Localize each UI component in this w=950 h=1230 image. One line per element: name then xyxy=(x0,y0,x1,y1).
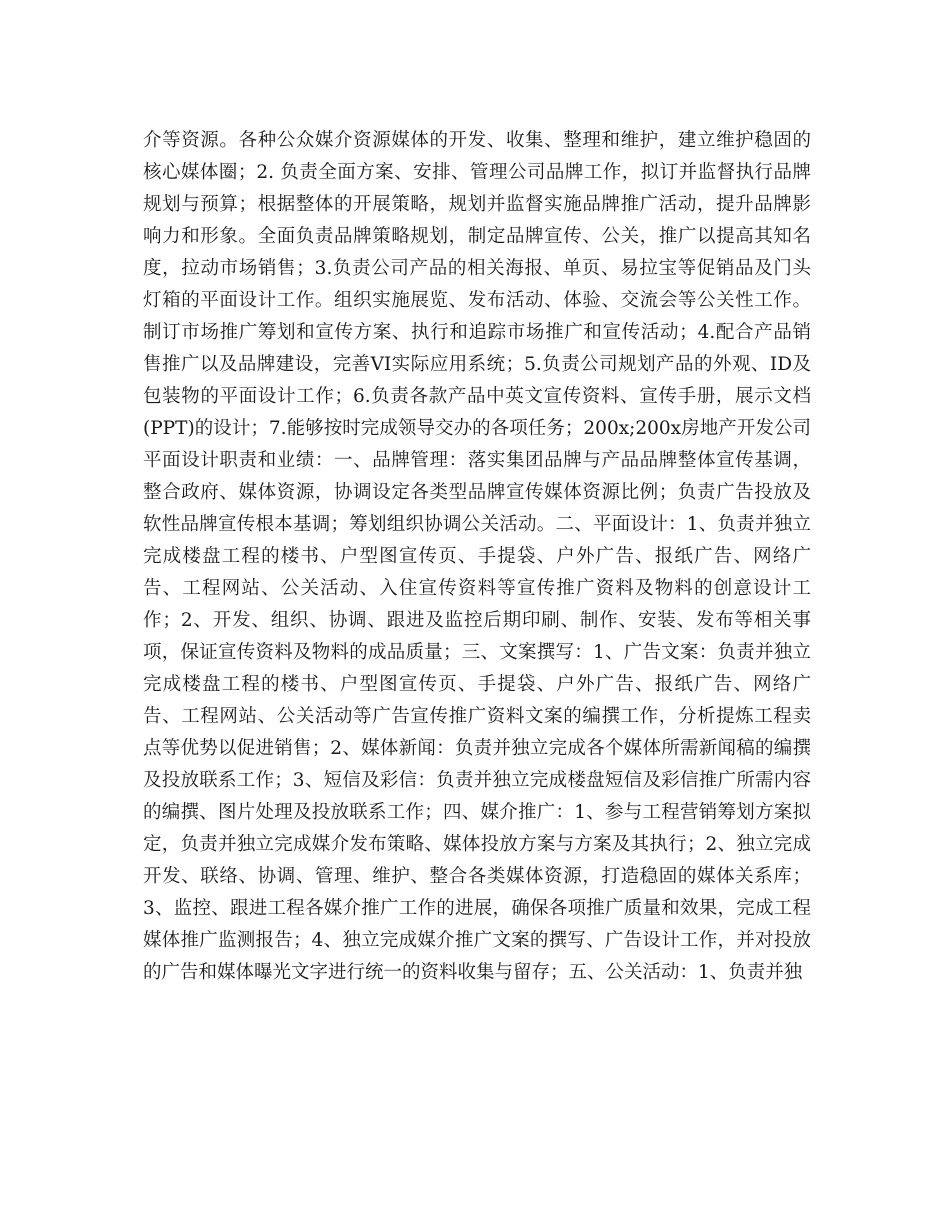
text-line: 核心媒体圈；2. 负责全面方案、安排、管理公司品牌工作，拟订并监督执行品牌 xyxy=(143,162,811,183)
text-line: (PPT)的设计；7.能够按时完成领导交办的各项任务；200x;200x房地产开发公司 xyxy=(143,418,811,439)
text-line: 规划与预算；根据整体的开展策略，规划并监督实施品牌推广活动，提升品牌影 xyxy=(143,194,811,215)
text-line: 告、工程网站、公关活动等广告宣传推广资料文案的编撰工作，分析提炼工程卖 xyxy=(143,706,811,727)
text-line: 3、监控、跟进工程各媒介推广工作的进展，确保各项推广质量和效果，完成工程 xyxy=(143,898,811,919)
text-line: 响力和形象。全面负责品牌策略规划，制定品牌宣传、公关，推广以提高其知名 xyxy=(143,226,811,247)
text-line: 定，负责并独立完成媒介发布策略、媒体投放方案与方案及其执行；2、独立完成 xyxy=(143,834,811,855)
text-line: 介等资源。各种公众媒介资源媒体的开发、收集、整理和维护，建立维护稳固的 xyxy=(143,130,811,151)
text-line: 制订市场推广筹划和宣传方案、执行和追踪市场推广和宣传活动；4.配合产品销 xyxy=(143,322,811,343)
text-line: 的编撰、图片处理及投放联系工作；四、媒介推广：1、参与工程营销筹划方案拟 xyxy=(143,802,811,823)
body-text xyxy=(143,125,811,989)
text-line: 售推广以及品牌建设，完善VI实际应用系统；5.负责公司规划产品的外观、ID及 xyxy=(143,354,811,375)
text-line: 告、工程网站、公关活动、入住宣传资料等宣传推广资料及物料的创意设计工 xyxy=(143,578,811,599)
text-line: 软性品牌宣传根本基调；筹划组织协调公关活动。二、平面设计：1、负责并独立 xyxy=(143,514,811,535)
text-line: 包装物的平面设计工作；6.负责各款产品中英文宣传资料、宣传手册，展示文档 xyxy=(143,386,811,407)
text-line: 平面设计职责和业绩：一、品牌管理：落实集团品牌与产品品牌整体宣传基调， xyxy=(143,450,811,471)
text-line: 媒体推广监测报告；4、独立完成媒介推广文案的撰写、广告设计工作，并对投放 xyxy=(143,930,811,951)
text-line: 项，保证宣传资料及物料的成品质量；三、文案撰写：1、广告文案：负责并独立 xyxy=(143,642,811,663)
text-line: 完成楼盘工程的楼书、户型图宣传页、手提袋、户外广告、报纸广告、网络广 xyxy=(143,546,811,567)
text-line: 完成楼盘工程的楼书、户型图宣传页、手提袋、户外广告、报纸广告、网络广 xyxy=(143,674,811,695)
text-line: 点等优势以促进销售；2、媒体新闻：负责并独立完成各个媒体所需新闻稿的编撰 xyxy=(143,738,811,759)
text-line: 及投放联系工作；3、短信及彩信：负责并独立完成楼盘短信及彩信推广所需内容 xyxy=(143,770,811,791)
text-line: 作；2、开发、组织、协调、跟进及监控后期印刷、制作、安装、发布等相关事 xyxy=(143,610,811,631)
text-line: 灯箱的平面设计工作。组织实施展览、发布活动、体验、交流会等公关性工作。 xyxy=(143,290,811,311)
text-line: 度，拉动市场销售；3.负责公司产品的相关海报、单页、易拉宝等促销品及门头 xyxy=(143,258,811,279)
text-line: 整合政府、媒体资源，协调设定各类型品牌宣传媒体资源比例；负责广告投放及 xyxy=(143,482,811,503)
text-line: 的广告和媒体曝光文字进行统一的资料收集与留存；五、公关活动：1、负责并独 xyxy=(143,962,803,983)
text-line: 开发、联络、协调、管理、维护、整合各类媒体资源，打造稳固的媒体关系库； xyxy=(143,866,811,887)
